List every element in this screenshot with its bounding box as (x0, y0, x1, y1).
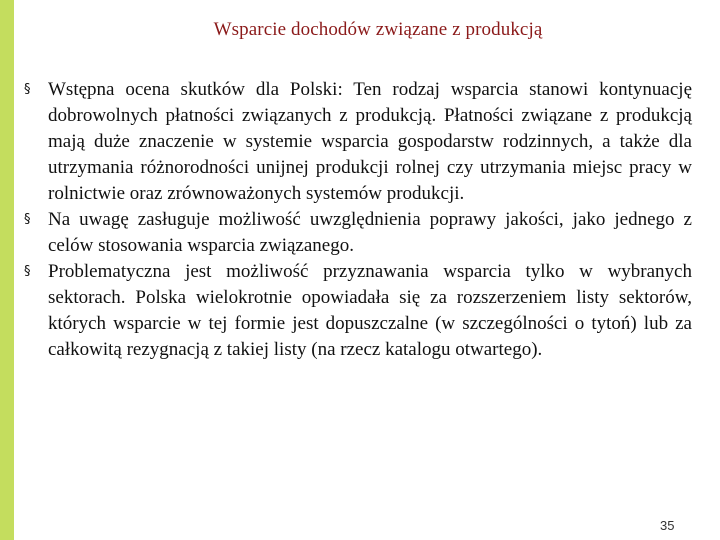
bullet-item (24, 259, 692, 363)
bullet-text: Na uwagę zasługuje możliwość uwzględnienia poprawy jakości, jako jednego z celów stosowania wsparcia związanego. (48, 209, 692, 256)
bullet-marker-icon: § (24, 82, 31, 97)
bullet-item (24, 77, 692, 207)
page-number: 35 (660, 518, 675, 533)
bullet-marker-icon: § (24, 264, 31, 279)
bullet-text: Problematyczna jest możliwość przyznawania wsparcia tylko w wybranych sektorach. Polska wielokrotnie opowiadała się za rozszerzeniem listy sektorów, których wsparcie w tej formie jest dopuszczalne (w szczególności o tytoń) lub za całkowitą rezygnacją z takiej listy (na rzecz katalogu otwartego). (48, 261, 692, 360)
bullet-list (24, 77, 692, 363)
bullet-item (24, 207, 692, 259)
bullet-text: Wstępna ocena skutków dla Polski: Ten rodzaj wsparcia stanowi kontynuację dobrowolnych płatności związanych z produkcją. Płatności związane z produkcją mają duże znaczenie w systemie wsparcia gospodarstw rodzinnych, a także dla utrzymania różnorodności unijnej produkcji rolnej czy utrzymania miejsc pracy w rolnictwie oraz zrównoważonych systemów produkcji. (48, 79, 692, 204)
bullet-marker-icon: § (24, 212, 31, 227)
slide-title: Wsparcie dochodów związane z produkcją (213, 19, 543, 40)
accent-bar (0, 0, 14, 540)
